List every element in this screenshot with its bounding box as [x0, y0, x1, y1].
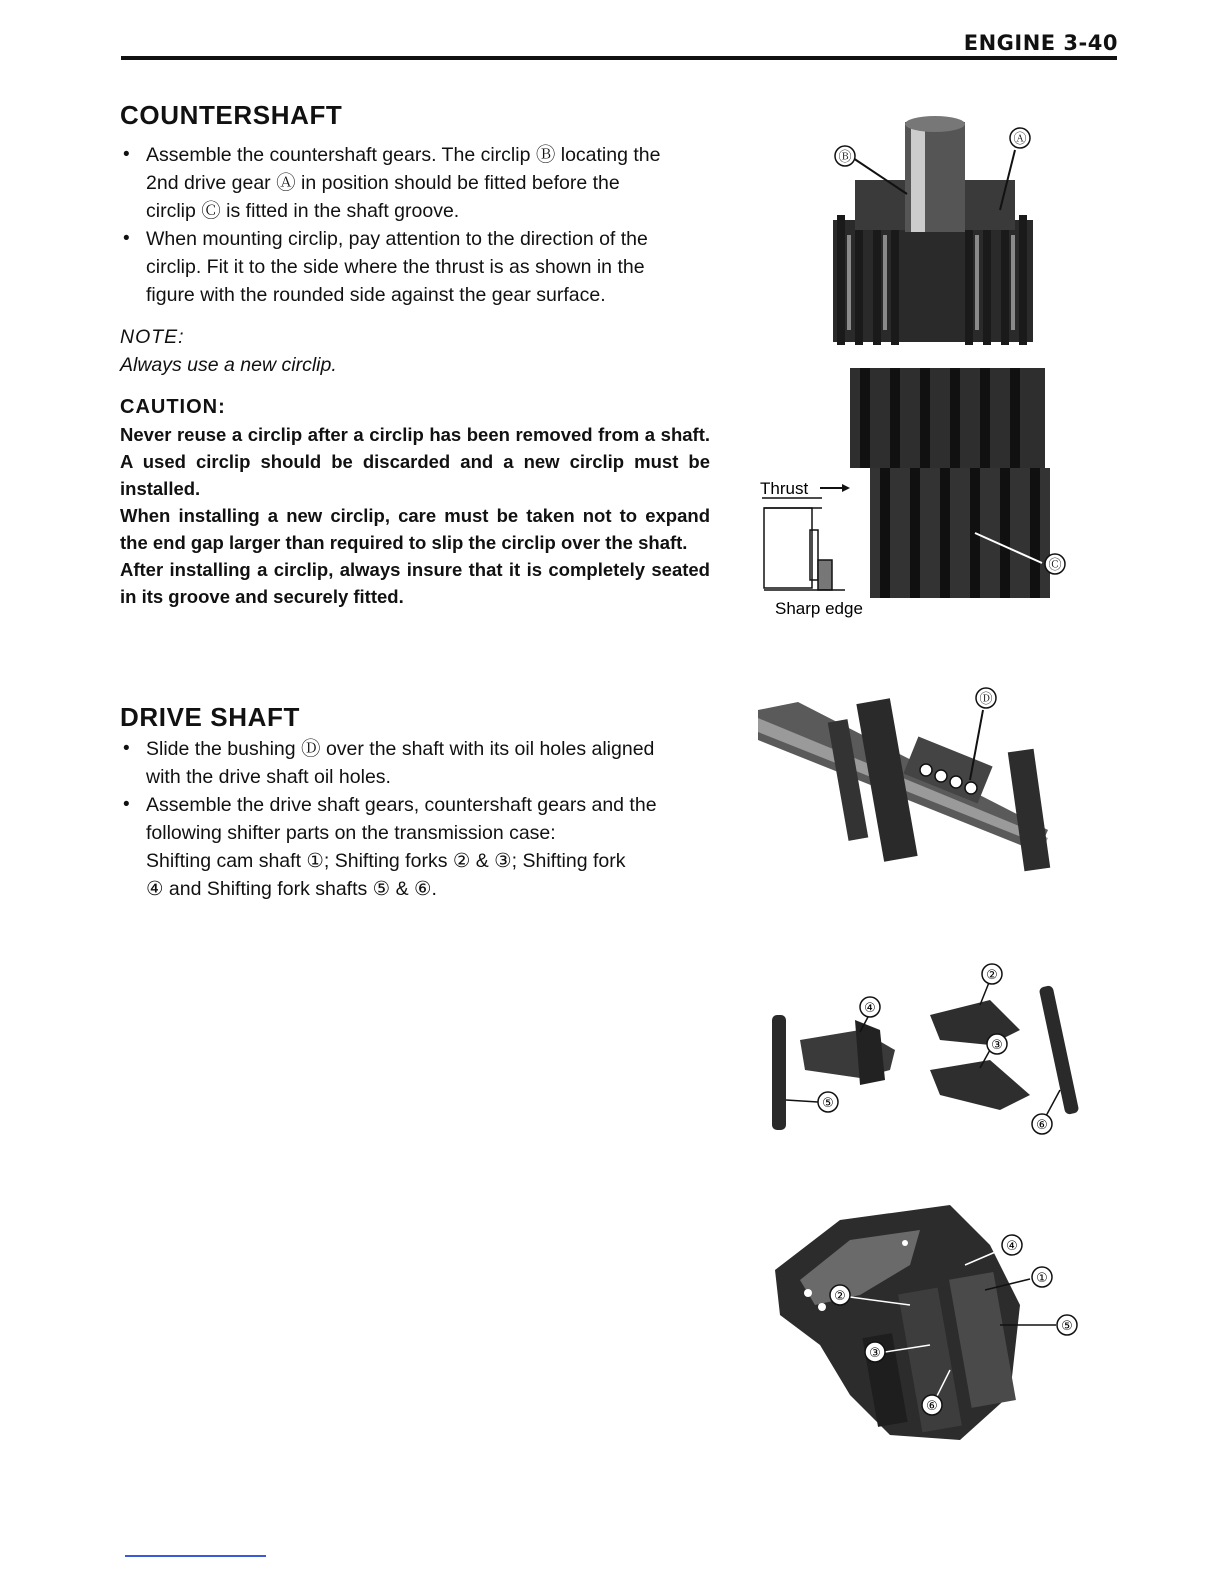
countershaft-title: COUNTERSHAFT: [120, 100, 343, 130]
note-block: [120, 323, 710, 379]
label-1: ①: [1036, 1271, 1048, 1286]
drive-shaft-photo: [748, 680, 1068, 880]
list-item: [120, 735, 710, 791]
footer-rule: [125, 1555, 266, 1557]
label-6: ⑥: [926, 1399, 938, 1414]
countershaft-bullets: [120, 141, 710, 309]
label-a: Ⓐ: [1013, 132, 1027, 147]
header-rule: [121, 56, 1117, 60]
caution-block: [120, 393, 710, 610]
text-line: • Slide the bushing Ⓓ over the shaft with its oil holes aligned: [146, 738, 655, 760]
text-line: circlip. Fit it to the side where the thrust is as shown in the: [146, 256, 645, 278]
text-line: with the drive shaft oil holes.: [146, 766, 391, 788]
text-line: • When mounting circlip, pay attention to the direction of the: [146, 228, 648, 250]
label-4: ④: [864, 1001, 876, 1016]
caution-paragraph: Never reuse a circlip after a circlip has been removed from a shaft. A used circlip should be discarded and a new circlip must be installed.: [120, 424, 710, 499]
transmission-case-photo: [760, 1195, 1090, 1450]
text-line: following shifter parts on the transmission case:: [146, 822, 556, 844]
text-line: Shifting cam shaft ①; Shifting forks ② & ③; Shifting fork: [146, 850, 626, 872]
page-header: [0, 0, 1224, 70]
text-line: • Assemble the countershaft gears. The circlip Ⓑ locating the: [146, 144, 661, 166]
text-line: • Assemble the drive shaft gears, countershaft gears and the: [146, 794, 657, 816]
label-c: Ⓒ: [1048, 558, 1062, 573]
label-2: ②: [986, 968, 998, 983]
shifter-parts-photo: [760, 960, 1100, 1150]
header-section-label: ENGINE 3-40: [963, 31, 1118, 55]
text-line: circlip Ⓒ is fitted in the shaft groove.: [146, 200, 460, 222]
drive-shaft-section: [120, 702, 710, 903]
text-line: 2nd drive gear Ⓐ in position should be fitted before the: [146, 172, 620, 194]
caution-label: CAUTION:: [120, 396, 226, 418]
note-text: Always use a new circlip.: [120, 354, 337, 376]
caution-paragraph: When installing a new circlip, care must be taken not to expand the end gap larger than required to slip the circlip over the shaft.: [120, 505, 710, 553]
countershaft-section: [120, 100, 710, 610]
list-item: [120, 141, 710, 225]
list-item: [120, 791, 710, 903]
sharp-edge-label: Sharp edge: [775, 599, 863, 618]
label-6: ⑥: [1036, 1118, 1048, 1133]
thrust-label: Thrust: [760, 479, 809, 498]
label-d: Ⓓ: [979, 692, 993, 707]
text-line: figure with the rounded side against the gear surface.: [146, 284, 606, 306]
list-item: [120, 225, 710, 309]
label-b: Ⓑ: [838, 150, 852, 165]
label-3: ③: [991, 1038, 1003, 1053]
label-5: ⑤: [822, 1096, 834, 1111]
circlip-thrust-photo: [750, 368, 1070, 623]
text-line: ④ and Shifting fork shafts ⑤ & ⑥.: [146, 878, 437, 900]
countershaft-gears-photo: [815, 110, 1055, 350]
drive-shaft-title: DRIVE SHAFT: [120, 702, 300, 732]
note-label: NOTE:: [120, 326, 185, 348]
label-2: ②: [834, 1289, 846, 1304]
label-4: ④: [1006, 1239, 1018, 1254]
drive-shaft-bullets: [120, 735, 710, 903]
label-3: ③: [869, 1346, 881, 1361]
caution-paragraph: After installing a circlip, always insure that it is completely seated in its groove and securely fitted.: [120, 559, 710, 607]
label-5: ⑤: [1061, 1319, 1073, 1334]
